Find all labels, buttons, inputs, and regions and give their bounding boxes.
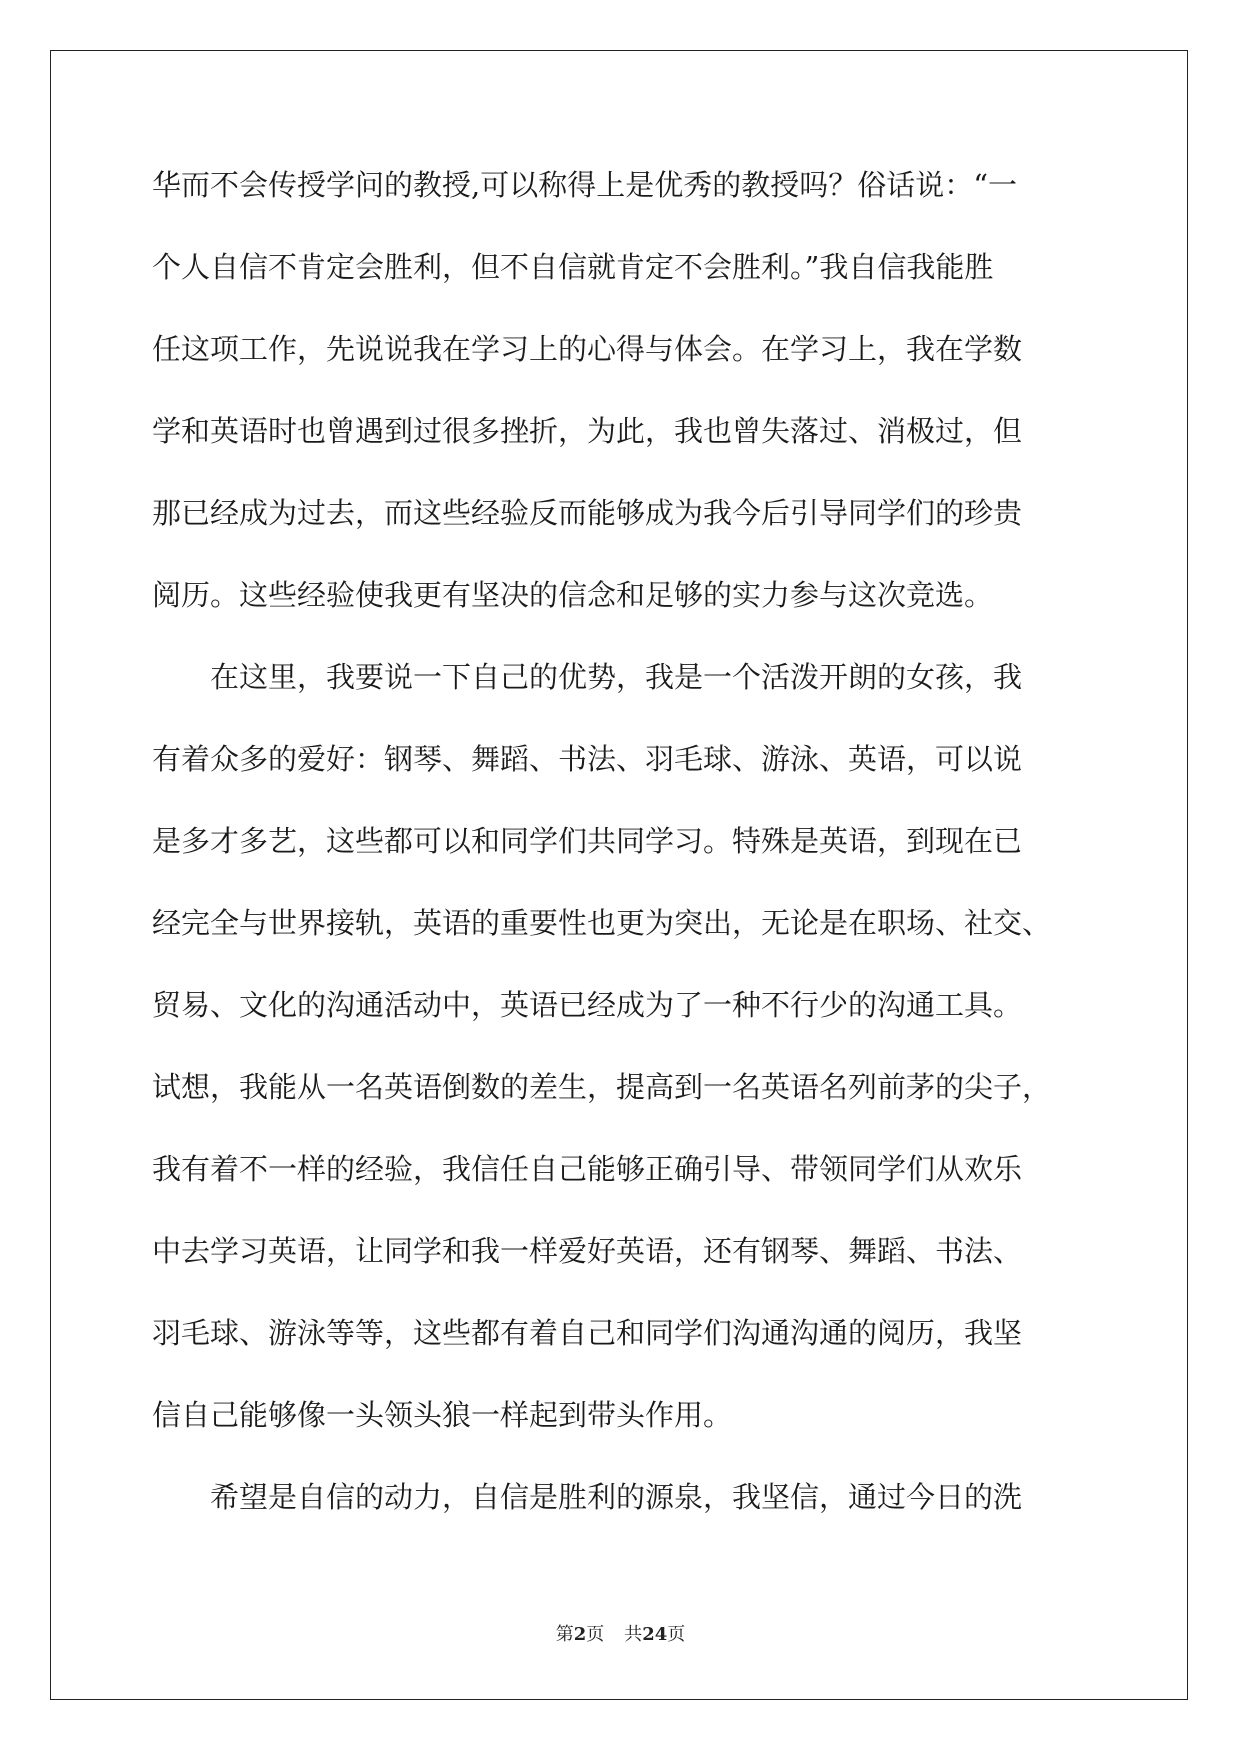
text-line: 华而不会传授学问的教授,可以称得上是优秀的教授吗？俗话说：“一 (152, 168, 1018, 202)
text-line: 任这项工作，先说说我在学习上的心得与体会。在学习上，我在学数 (152, 332, 1023, 366)
text-line: 有着众多的爱好：钢琴、舞蹈、书法、羽毛球、游泳、英语，可以说 (152, 742, 1023, 776)
page-suffix: 页 (586, 1624, 605, 1645)
total-suffix: 页 (667, 1624, 686, 1645)
text-line: 阅历。这些经验使我更有坚决的信念和足够的实力参与这次竞选。 (152, 578, 994, 612)
text-line: 那已经成为过去，而这些经验反而能够成为我今后引导同学们的珍贵 (152, 496, 1023, 530)
page-number: 2 (573, 1624, 587, 1645)
text-line: 信自己能够像一头领头狼一样起到带头作用。 (152, 1398, 733, 1432)
text-line: 羽毛球、游泳等等，这些都有着自己和同学们沟通沟通的阅历，我坚 (152, 1316, 1023, 1350)
text-line: 中去学习英语，让同学和我一样爱好英语，还有钢琴、舞蹈、书法、 (152, 1234, 1023, 1268)
text-line: 个人自信不肯定会胜利，但不自信就肯定不会胜利。”我自信我能胜 (152, 250, 994, 284)
text-line: 我有着不一样的经验，我信任自己能够正确引导、带领同学们从欢乐 (152, 1152, 1023, 1186)
text-line: 希望是自信的动力，自信是胜利的源泉，我坚信，通过今日的洗 (152, 1480, 1023, 1514)
total-pages: 24 (642, 1624, 668, 1645)
text-line: 贸易、文化的沟通活动中，英语已经成为了一种不行少的沟通工具。 (152, 988, 1023, 1022)
page-footer (0, 1620, 1241, 1646)
page-prefix: 第 (555, 1624, 574, 1645)
document-body (152, 160, 1092, 1554)
total-prefix: 共 (624, 1624, 643, 1645)
text-line: 学和英语时也曾遇到过很多挫折，为此，我也曾失落过、消极过，但 (152, 414, 1023, 448)
text-line: 在这里，我要说一下自己的优势，我是一个活泼开朗的女孩，我 (152, 660, 1023, 694)
text-line: 试想，我能从一名英语倒数的差生，提高到一名英语名列前茅的尖子， (152, 1070, 1052, 1104)
text-line: 是多才多艺，这些都可以和同学们共同学习。特殊是英语，到现在已 (152, 824, 1023, 858)
text-line: 经完全与世界接轨，英语的重要性也更为突出，无论是在职场、社交、 (152, 906, 1052, 940)
